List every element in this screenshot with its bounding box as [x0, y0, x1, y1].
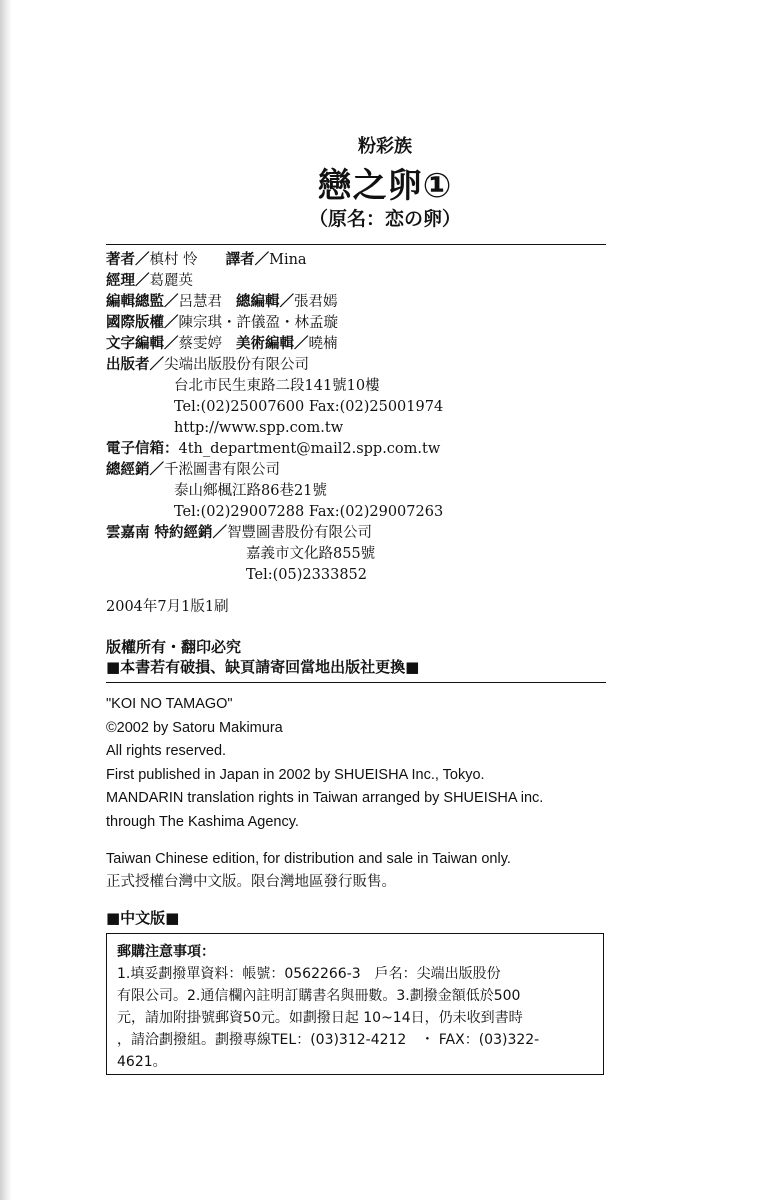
publisher-address: 台北市民生東路二段141號10樓 [174, 378, 380, 394]
credit-row-intl [106, 313, 443, 334]
copyright-line: ©2002 by Satoru Makimura [106, 719, 283, 736]
agent-address: 嘉義市文化路855號 [246, 546, 376, 562]
credit-row-agent [106, 523, 443, 544]
credit-row-author [106, 250, 443, 271]
intl-label: 國際版權／ [106, 315, 179, 331]
taiwan-edition-en: Taiwan Chinese edition, for distribution and sale in Taiwan only. [106, 851, 511, 867]
divider-top [106, 244, 606, 245]
distributor-address: 泰山鄉楓江路86巷21號 [174, 483, 327, 499]
editor-in-chief-label: 總編輯／ [236, 294, 294, 310]
credit-row-chief [106, 292, 443, 313]
translation-rights: MANDARIN translation rights in Taiwan arranged by SHUEISHA inc. [106, 790, 544, 806]
text-editor-label: 文字編輯／ [106, 336, 179, 352]
chief-label: 編輯總監／ [106, 294, 179, 310]
agent-phone: Tel:(05)2333852 [246, 567, 367, 583]
credits-block [106, 250, 443, 586]
first-published: First published in Japan in 2002 by SHUEISHA Inc., Tokyo. [106, 766, 485, 783]
distributor-phone: Tel:(02)29007288 Fax:(02)29007263 [174, 504, 444, 520]
distributor-label: 總經銷／ [106, 462, 164, 478]
mail-order-line: 元，請加附掛號郵資50元。如劃撥日起 10~14日，仍未收到書時 [117, 1010, 523, 1026]
distributor: 千淞圖書有限公司 [164, 462, 280, 478]
art-editor: 曉楠 [308, 336, 338, 352]
rights-notice: 版權所有・翻印必究 [106, 638, 242, 656]
chief: 呂慧君 [178, 294, 222, 310]
translator: Mina [269, 252, 307, 268]
publisher-web: http://www.spp.com.tw [174, 420, 344, 436]
email: 4th_department@mail2.spp.com.tw [178, 441, 441, 457]
publisher-phone: Tel:(02)25007600 Fax:(02)25001974 [174, 399, 444, 415]
mail-order-line: 有限公司。2.通信欄內註明訂購書名與冊數。3.劃撥金額低於500 [117, 988, 521, 1004]
text-editor: 蔡雯婷 [178, 336, 222, 352]
author-label: 著者／ [106, 252, 150, 268]
publisher-label: 出版者／ [106, 357, 164, 373]
original-title: （原名：恋の卵） [308, 208, 461, 230]
mail-order-heading: 郵購注意事項： [117, 944, 215, 960]
chinese-edition-badge: ■中文版■ [106, 909, 180, 927]
credit-row-manager [106, 271, 443, 292]
intl-rights: 陳宗琪・許儀盈・林孟璇 [178, 315, 338, 331]
publisher: 尖端出版股份有限公司 [164, 357, 309, 373]
agent-label: 雲嘉南 特約經銷／ [106, 525, 228, 541]
email-label: 電子信箱： [106, 441, 179, 457]
credit-row-publisher [106, 355, 443, 376]
credit-row-editors [106, 334, 443, 355]
author: 槙村 怜 [149, 252, 198, 268]
mail-order-line: 4621。 [117, 1054, 167, 1070]
divider-middle [106, 682, 606, 683]
credit-row-email [106, 439, 443, 460]
english-rights-block [106, 693, 543, 834]
original-title-en: "KOI NO TAMAGO" [106, 696, 233, 712]
manager-label: 經理／ [106, 273, 150, 289]
credit-row-distributor [106, 460, 443, 481]
damage-notice: ■本書若有破損、缺頁請寄回當地出版社更換■ [106, 658, 420, 676]
taiwan-edition-block [106, 848, 511, 894]
mail-order-line: ，請洽劃撥組。劃撥專線TEL：(03)312-4212 ・ FAX：(03)322- [117, 1032, 540, 1048]
rights-reserved: All rights reserved. [106, 743, 227, 759]
translator-label: 譯者／ [225, 252, 270, 268]
series-name: 粉彩族 [358, 136, 412, 157]
agency-line: through The Kashima Agency. [106, 813, 299, 830]
agent: 智豐圖書股份有限公司 [227, 525, 373, 541]
taiwan-edition-zh: 正式授權台灣中文版。限台灣地區發行販售。 [106, 874, 396, 890]
mail-order-line: 1.填妥劃撥單資料：帳號：0562266-3 戶名：尖端出版股份 [117, 966, 501, 982]
book-title: 戀之卵① [317, 166, 453, 206]
art-editor-label: 美術編輯／ [236, 336, 309, 352]
manager: 葛麗英 [149, 273, 193, 289]
mail-order-box [106, 933, 604, 1075]
edition-date: 2004年7月1版1刷 [106, 599, 229, 615]
editor-in-chief: 張君嫣 [294, 294, 338, 310]
